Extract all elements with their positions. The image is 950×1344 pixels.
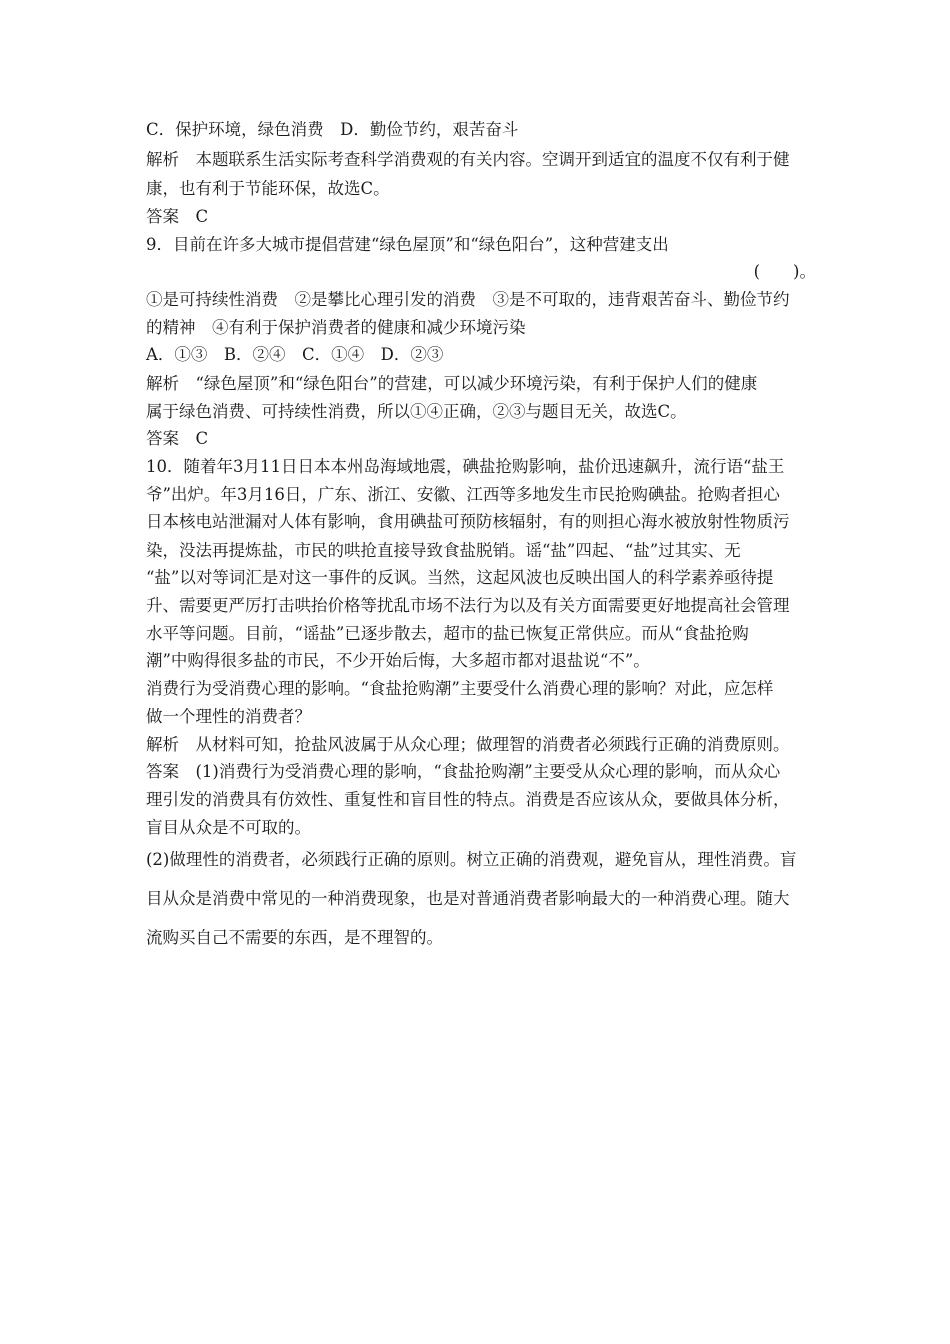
text-line: 潮”中购得很多盐的市民，不少开始后悔，大多超市都对退盐说“不”。 <box>146 651 650 670</box>
text-line: 日本核电站泄漏对人体有影响，食用碘盐可预防核辐射，有的则担心海水被放射性物质污 <box>146 512 790 531</box>
text-line: (2)做理性的消费者，必须践行正确的原则。树立正确的消费观，避免盲从，理性消费。盲 <box>146 850 797 869</box>
text-line: C．保护环境，绿色消费 D．勤俭节约，艰苦奋斗 <box>146 120 519 139</box>
text-line: 爷”出炉。年3月16日，广东、浙江、安徽、江西等多地发生市民抢购碘盐。抢购者担心 <box>146 485 780 504</box>
text-line: 解析 从材料可知，抢盐风波属于从众心理；做理智的消费者必须践行正确的消费原则。 <box>146 735 790 754</box>
text-line: 消费行为受消费心理的影响。“食盐抢购潮”主要受什么消费心理的影响？对此，应怎样 <box>146 679 774 698</box>
text-line: 流购买自己不需要的东西，是不理智的。 <box>146 928 443 947</box>
text-line: 答案 C <box>146 429 209 448</box>
text-line: 解析 “绿色屋顶”和“绿色阳台”的营建，可以减少环境污染，有利于保护人们的健康 <box>146 374 758 393</box>
text-line: 升、需要更严厉打击哄抬价格等扰乱市场不法行为以及有关方面需要更好地提高社会管理 <box>146 596 790 615</box>
text-line: 盲目从众是不可取的。 <box>146 818 311 837</box>
text-line: 10．随着年3月11日日本本州岛海域地震，碘盐抢购影响，盐价迅速飙升，流行语“盐王 <box>146 457 785 476</box>
text-line: 做一个理性的消费者？ <box>146 707 311 726</box>
text-line: 染，没法再提炼盐，市民的哄抢直接导致食盐脱销。谣“盐”四起、“盐”过其实、无 <box>146 541 741 560</box>
text-line: A．①③ B．②④ C．①④ D．②③ <box>146 345 444 364</box>
text-line: 属于绿色消费、可持续性消费，所以①④正确，②③与题目无关，故选C。 <box>146 402 687 421</box>
text-line: 的精神 ④有利于保护消费者的健康和减少环境污染 <box>146 318 526 337</box>
text-line: 9．目前在许多大城市提倡营建“绿色屋顶”和“绿色阳台”，这种营建支出 <box>146 235 669 254</box>
text-line: 理引发的消费具有仿效性、重复性和盲目性的特点。消费是否应该从众，要做具体分析， <box>146 790 790 809</box>
text-line: 康，也有利于节能环保，故选C。 <box>146 179 390 198</box>
text-line: 答案 C <box>146 207 209 226</box>
text-line: 目从众是消费中常见的一种消费现象，也是对普通消费者影响最大的一种消费心理。随大 <box>146 889 790 908</box>
text-line: ①是可持续性消费 ②是攀比心理引发的消费 ③是不可取的，违背艰苦奋斗、勤俭节约 <box>146 290 790 309</box>
text-line: 答案 (1)消费行为受消费心理的影响，“食盐抢购潮”主要受从众心理的影响，而从众心 <box>146 762 781 781</box>
text-line: 解析 本题联系生活实际考查科学消费观的有关内容。空调开到适宜的温度不仅有利于健 <box>146 150 790 169</box>
answer-blank: ( )。 <box>753 262 816 281</box>
text-line: 水平等问题。目前，“谣盐”已逐步散去，超市的盐已恢复正常供应。而从“食盐抢购 <box>146 624 749 643</box>
text-line: “盐”以对等词汇是对这一事件的反讽。当然，这起风波也反映出国人的科学素养亟待提 <box>146 568 774 587</box>
